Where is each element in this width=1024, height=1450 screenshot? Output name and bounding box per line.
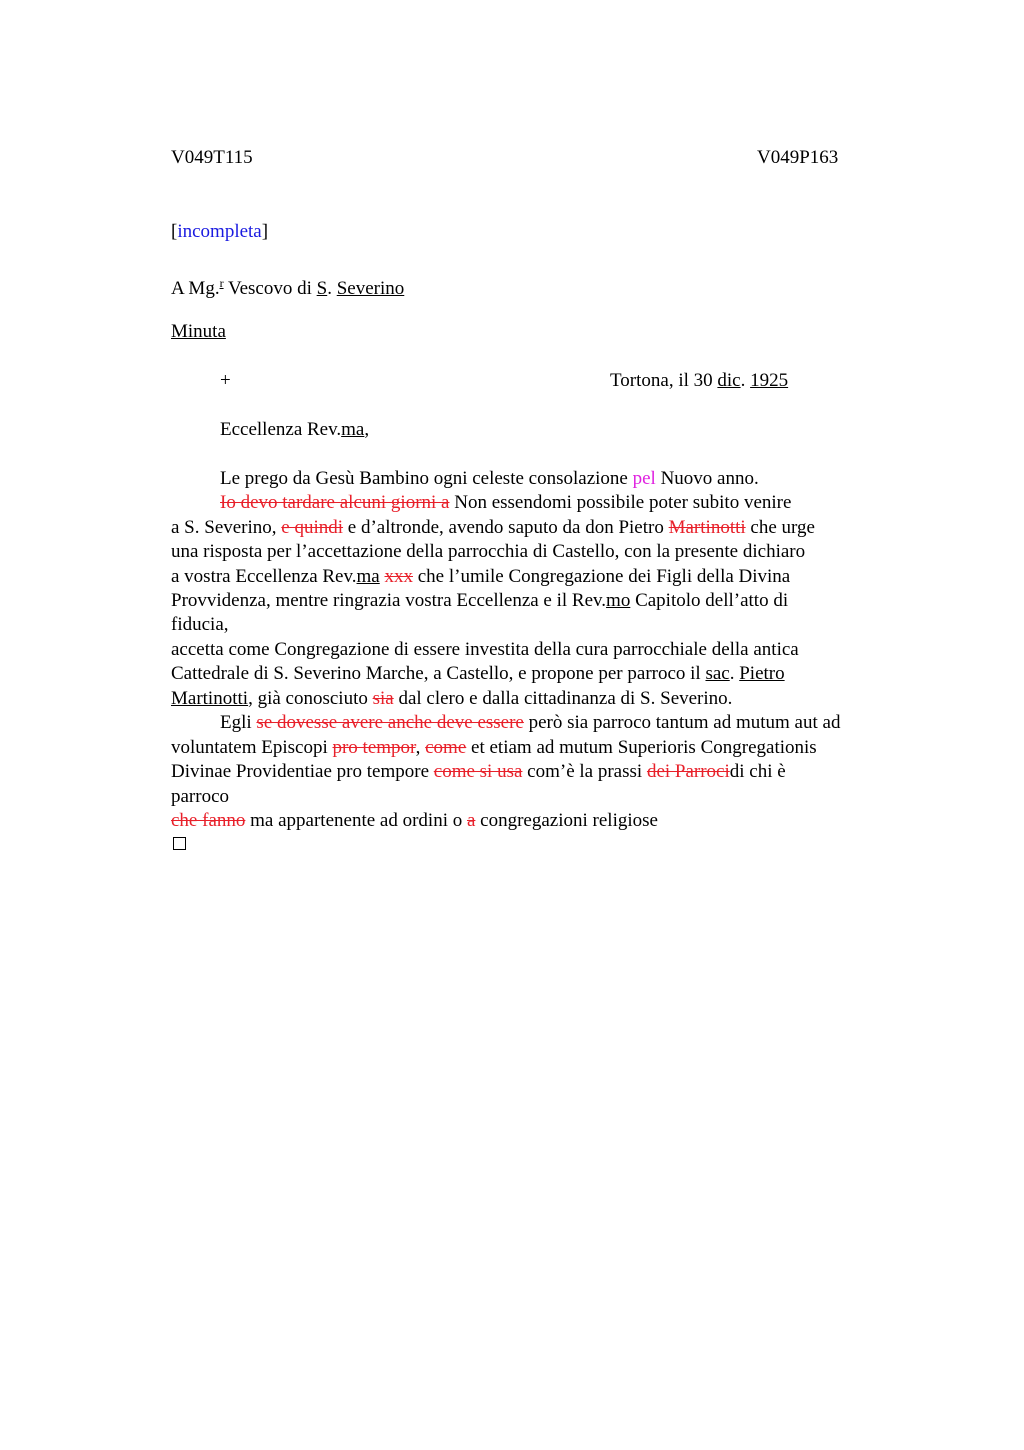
minuta-label: Minuta <box>171 321 226 342</box>
salutation: Eccellenza Rev.ma, <box>220 419 370 440</box>
body-line-11: Egli se dovesse avere anche deve essere però sia parroco tantum ad mutum aut ad <box>220 712 841 733</box>
status-label: incompleta <box>177 221 262 242</box>
end-box-icon <box>173 837 186 850</box>
body-line-14: parroco <box>171 786 230 807</box>
body-line-10: Martinotti, già conosciuto sia dal clero e dalla cittadinanza di S. Severino. <box>171 688 733 709</box>
doc-code-right: V049P163 <box>757 147 839 168</box>
body-line-9: Cattedrale di S. Severino Marche, a Castello, e propone per parroco il sac. Pietro <box>171 663 785 684</box>
dateline: Tortona, il 30 dic. 1925 <box>610 370 789 391</box>
body-line-15: che fanno ma appartenente ad ordini o a congregazioni religiose <box>171 810 658 831</box>
body-line-13: Divinae Providentiae pro tempore come si usa com’è la prassi dei Parrocidi chi è <box>171 761 786 782</box>
body-line-12: voluntatem Episcopi pro tempor, come et etiam ad mutum Superioris Congregationis <box>171 737 817 758</box>
body-line-1: Le prego da Gesù Bambino ogni celeste consolazione pel Nuovo anno. <box>220 468 759 489</box>
doc-code-left: V049T115 <box>171 147 253 168</box>
body-line-2: Io devo tardare alcuni giorni a Non essendomi possibile poter subito venire <box>220 492 792 513</box>
body-line-8: accetta come Congregazione di essere investita della cura parrocchiale della antica <box>171 639 799 660</box>
body-line-4: una risposta per l’accettazione della parrocchia di Castello, con la presente dichiaro <box>171 541 806 562</box>
status-note: [incompleta] <box>171 221 269 242</box>
body-line-3: a S. Severino, e quindi e d’altronde, avendo saputo da don Pietro Martinotti che urge <box>171 517 815 538</box>
body-line-6: Provvidenza, mentre ringrazia vostra Eccellenza e il Rev.mo Capitolo dell’atto di <box>171 590 789 611</box>
body-line-5: a vostra Eccellenza Rev.ma xxx che l’umile Congregazione dei Figli della Divina <box>171 566 791 587</box>
body-line-7: fiducia, <box>171 614 229 635</box>
cross-mark: + <box>220 370 231 391</box>
addressee-line: A Mg.$^r$ Vescovo di S. Severino <box>171 276 405 299</box>
